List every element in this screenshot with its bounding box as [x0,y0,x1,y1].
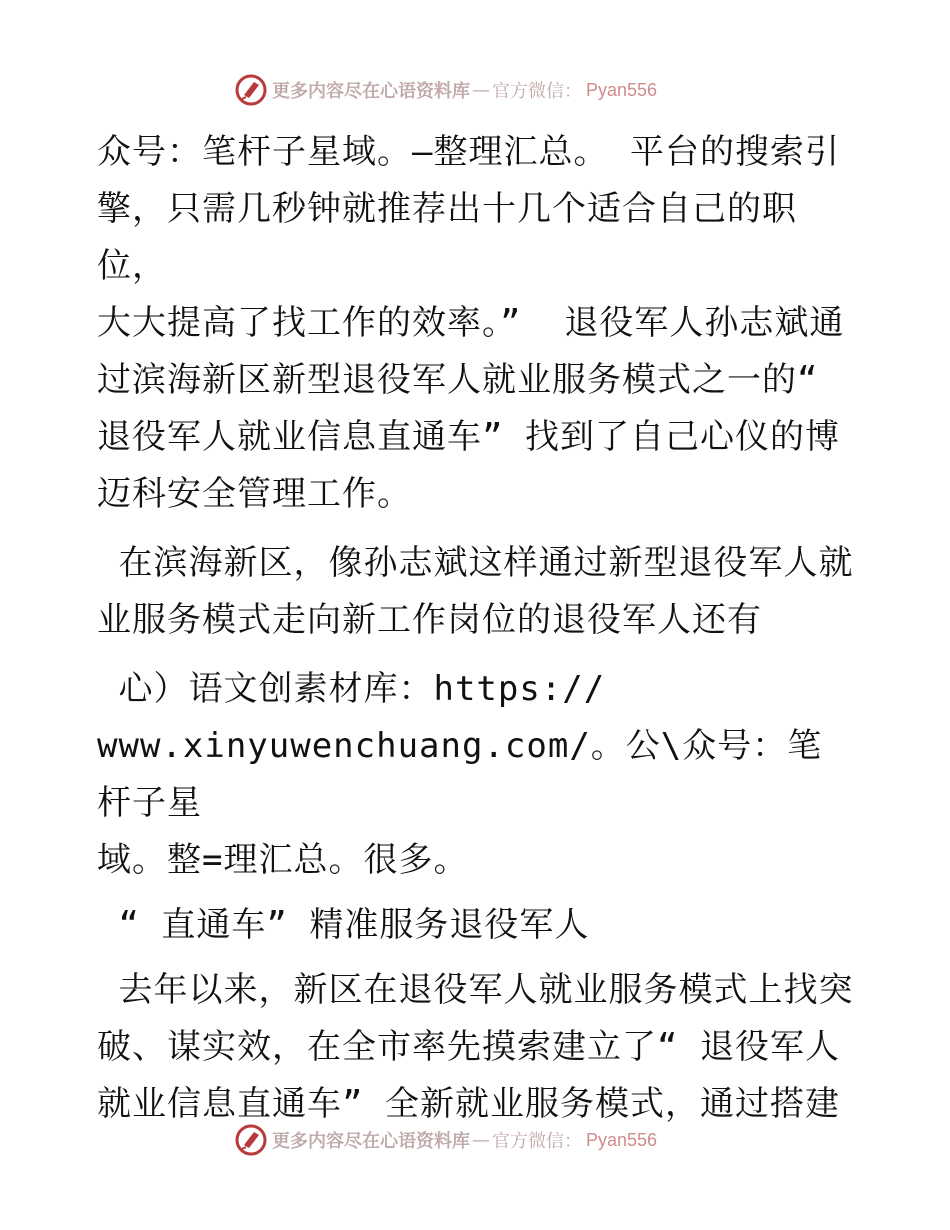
banner-wechat-label: 官方微信： [492,1131,582,1152]
text-line: 业服务模式走向新工作岗位的退役军人还有 [97,600,762,640]
banner-wechat-label: 官方微信： [492,81,582,102]
text-line: 擎，只需几秒钟就推荐出十几个适合自己的职位， [97,189,797,286]
paragraph-2 [97,535,857,649]
document-body [97,124,857,1133]
library-logo-icon [234,1123,268,1157]
banner-title: 更多内容尽在心语资料库 [272,1131,470,1152]
banner-separator: — [472,1129,490,1151]
paragraph-5 [97,962,857,1133]
header-banner [234,72,754,108]
footer-banner [234,1122,754,1158]
text-line: 大大提高了找工作的效率。” 退役军人孙志斌通 [97,303,845,343]
paragraph-4 [97,897,857,954]
paragraph-3 [97,661,857,889]
text-line: 破、谋实效，在全市率先摸索建立了“ 退役军人 [97,1027,840,1067]
section-heading: “ 直通车” 精准服务退役军人 [97,905,590,945]
banner-title: 更多内容尽在心语资料库 [272,81,470,102]
text-line: 去年以来，新区在退役军人就业服务模式上找突 [97,970,854,1010]
text-line: 众号：笔杆子星域。—整理汇总。 平台的搜索引 [97,132,840,172]
text-line: 退役军人就业信息直通车” 找到了自己心仪的博 [97,417,840,457]
library-logo-icon [234,73,268,107]
banner-wechat-id: Pyan556 [586,1129,658,1150]
text-line: 心）语文创素材库：https:// [97,669,606,709]
text-line: 就业信息直通车” 全新就业服务模式，通过搭建 [97,1084,840,1124]
banner-separator: — [472,79,490,101]
text-line: 过滨海新区新型退役军人就业服务模式之一的“ [97,360,819,400]
banner-wechat-id: Pyan556 [586,79,658,100]
paragraph-1 [97,124,857,523]
text-line: 域。整=理汇总。很多。 [97,840,469,880]
text-line: 迈科安全管理工作。 [97,474,412,514]
text-line: 在滨海新区，像孙志斌这样通过新型退役军人就 [97,543,854,583]
text-line: www.xinyuwenchuang.com/。公\众号：笔杆子星 [97,726,823,823]
